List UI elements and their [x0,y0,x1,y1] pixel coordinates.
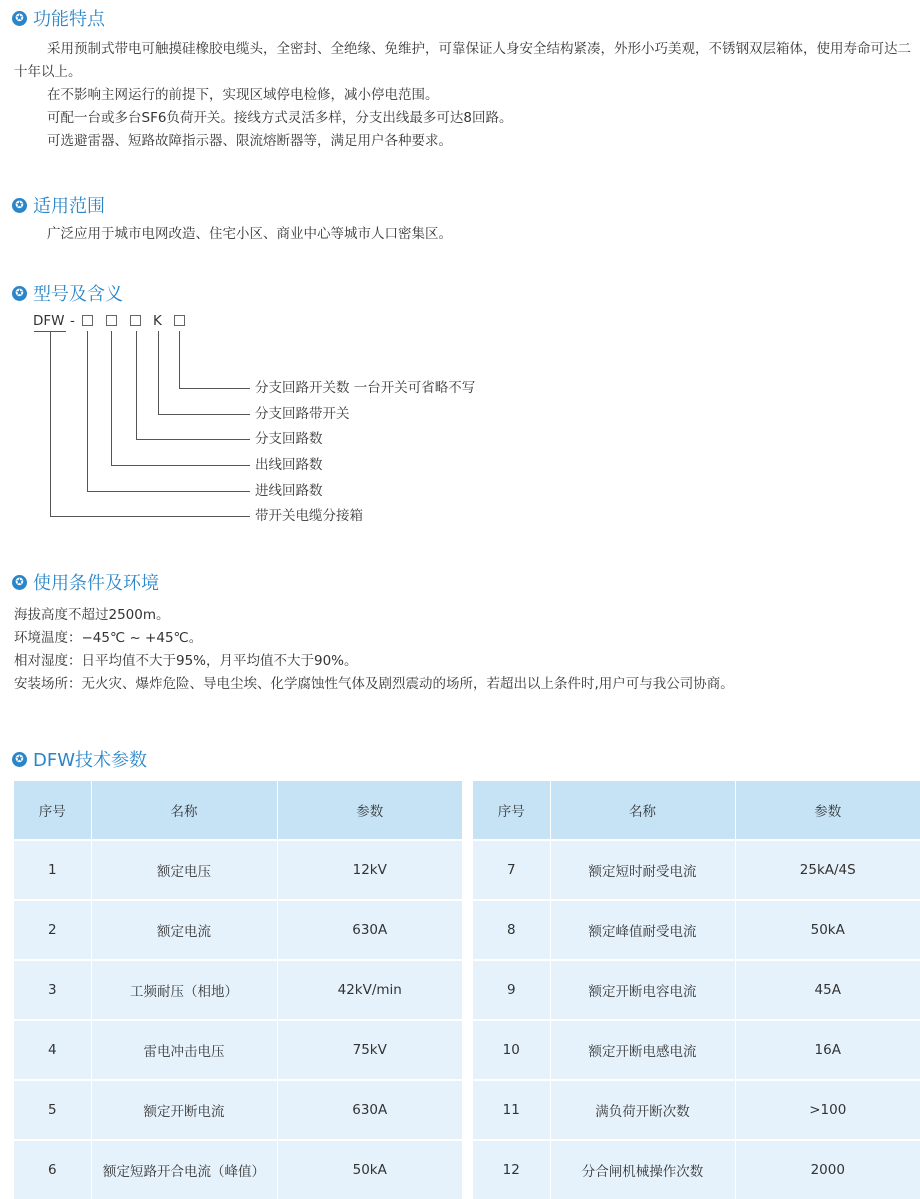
table-row [14,840,462,900]
table-row [14,1140,462,1199]
cell-index: 6 [14,1140,91,1199]
cell-name: 工频耐压（相地） [91,960,277,1020]
cell-index: 2 [14,900,91,960]
cell-value: 75kV [277,1020,462,1080]
section-title-features: ✪ 功能特点 [12,6,105,30]
cell-name: 额定峰值耐受电流 [550,900,735,960]
model-leader [50,331,51,516]
cell-value: 630A [277,900,462,960]
conditions-line: 海拔高度不超过2500m。 [14,607,170,623]
table-row [14,900,462,960]
model-leader [179,331,180,388]
cell-value: 50kA [735,900,920,960]
cell-value: 50kA [277,1140,462,1199]
cell-index: 3 [14,960,91,1020]
table-header-row [14,781,462,840]
model-label: 分支回路带开关 [255,406,350,422]
table-row [14,1020,462,1080]
model-code-dash: - [70,313,75,329]
header-cell: 名称 [91,781,277,840]
features-paragraph: 在不影响主网运行的前提下，实现区域停电检修，减小停电范围。 [47,87,439,103]
model-leader [179,388,250,389]
cell-name: 额定开断电容电流 [550,960,735,1020]
section-title-params: ✪ DFW技术参数 [12,747,147,771]
params-table-left [14,781,462,1199]
model-label: 分支回路开关数 一台开关可省略不写 [255,380,476,396]
features-paragraphs [14,38,916,153]
cell-index: 12 [473,1140,550,1199]
star-icon: ✪ [12,752,27,767]
model-leader [158,414,250,415]
star-icon: ✪ [12,198,27,213]
cell-name: 额定短路开合电流（峰值） [91,1140,277,1199]
cell-name: 额定电流 [91,900,277,960]
conditions-lines [14,604,916,696]
params-table-right [473,781,920,1199]
model-label: 带开关电缆分接箱 [255,508,363,524]
cell-name: 雷电冲击电压 [91,1020,277,1080]
cell-value: >100 [735,1080,920,1140]
table-row [14,960,462,1020]
features-paragraph: 可选避雷器、短路故障指示器、限流熔断器等，满足用户各种要求。 [47,133,452,149]
cell-index: 1 [14,840,91,900]
header-cell: 序号 [14,781,91,840]
cell-value: 16A [735,1020,920,1080]
cell-name: 满负荷开断次数 [550,1080,735,1140]
features-paragraph: 采用预制式带电可触摸硅橡胶电缆头，全密封、全绝缘、免维护，可靠保证人身安全结构紧凑，外形小巧美观，不锈钢双层箱体，使用寿命可达二十年以上。 [14,41,911,80]
model-code-k: K [153,313,162,329]
cell-name: 额定开断电感电流 [550,1020,735,1080]
table-header-row [473,781,920,840]
model-placeholder-box [130,315,141,326]
table-row [473,900,920,960]
header-cell: 参数 [277,781,462,840]
model-label: 进线回路数 [255,483,323,499]
model-leader [136,331,137,439]
table-row [473,960,920,1020]
cell-index: 8 [473,900,550,960]
conditions-line: 安装场所：无火灾、爆炸危险、导电尘埃、化学腐蚀性气体及剧烈震动的场所，若超出以上条件时,用户可与我公司协商。 [14,676,734,692]
cell-index: 11 [473,1080,550,1140]
model-leader [111,331,112,465]
model-leader [50,516,250,517]
cell-value: 25kA/4S [735,840,920,900]
header-cell: 序号 [473,781,550,840]
model-leader [136,439,250,440]
header-cell: 参数 [735,781,920,840]
conditions-line: 环境温度：−45℃ ~ +45℃。 [14,630,203,646]
table-row [473,840,920,900]
cell-name: 额定短时耐受电流 [550,840,735,900]
model-leader [87,491,250,492]
model-diagram [0,300,600,540]
model-label: 分支回路数 [255,431,323,447]
cell-value: 45A [735,960,920,1020]
model-placeholder-box [174,315,185,326]
scope-paragraph: 广泛应用于城市电网改造、住宅小区、商业中心等城市人口密集区。 [47,226,452,242]
model-placeholder-box [82,315,93,326]
conditions-line: 相对湿度：日平均值不大于95%，月平均值不大于90%。 [14,653,358,669]
model-leader [158,331,159,414]
section-title-conditions: ✪ 使用条件及环境 [12,570,159,594]
model-placeholder-box [106,315,117,326]
table-row [473,1140,920,1199]
cell-value: 2000 [735,1140,920,1199]
model-label: 出线回路数 [255,457,323,473]
cell-name: 额定开断电流 [91,1080,277,1140]
cell-name: 分合闸机械操作次数 [550,1140,735,1199]
star-icon: ✪ [12,575,27,590]
model-code-prefix: DFW [33,313,65,329]
cell-index: 5 [14,1080,91,1140]
cell-value: 630A [277,1080,462,1140]
section-title-scope: ✪ 适用范围 [12,193,105,217]
star-icon: ✪ [12,286,27,301]
model-leader [87,331,88,491]
cell-value: 42kV/min [277,960,462,1020]
cell-index: 4 [14,1020,91,1080]
star-icon: ✪ [12,11,27,26]
cell-index: 7 [473,840,550,900]
cell-value: 12kV [277,840,462,900]
features-paragraph: 可配一台或多台SF6负荷开关。接线方式灵活多样，分支出线最多可达8回路。 [47,110,513,126]
table-row [14,1080,462,1140]
table-row [473,1080,920,1140]
table-row [473,1020,920,1080]
cell-index: 10 [473,1020,550,1080]
model-leader [111,465,250,466]
cell-index: 9 [473,960,550,1020]
cell-name: 额定电压 [91,840,277,900]
section-title-model: ✪ 型号及含义 [12,281,123,305]
header-cell: 名称 [550,781,735,840]
